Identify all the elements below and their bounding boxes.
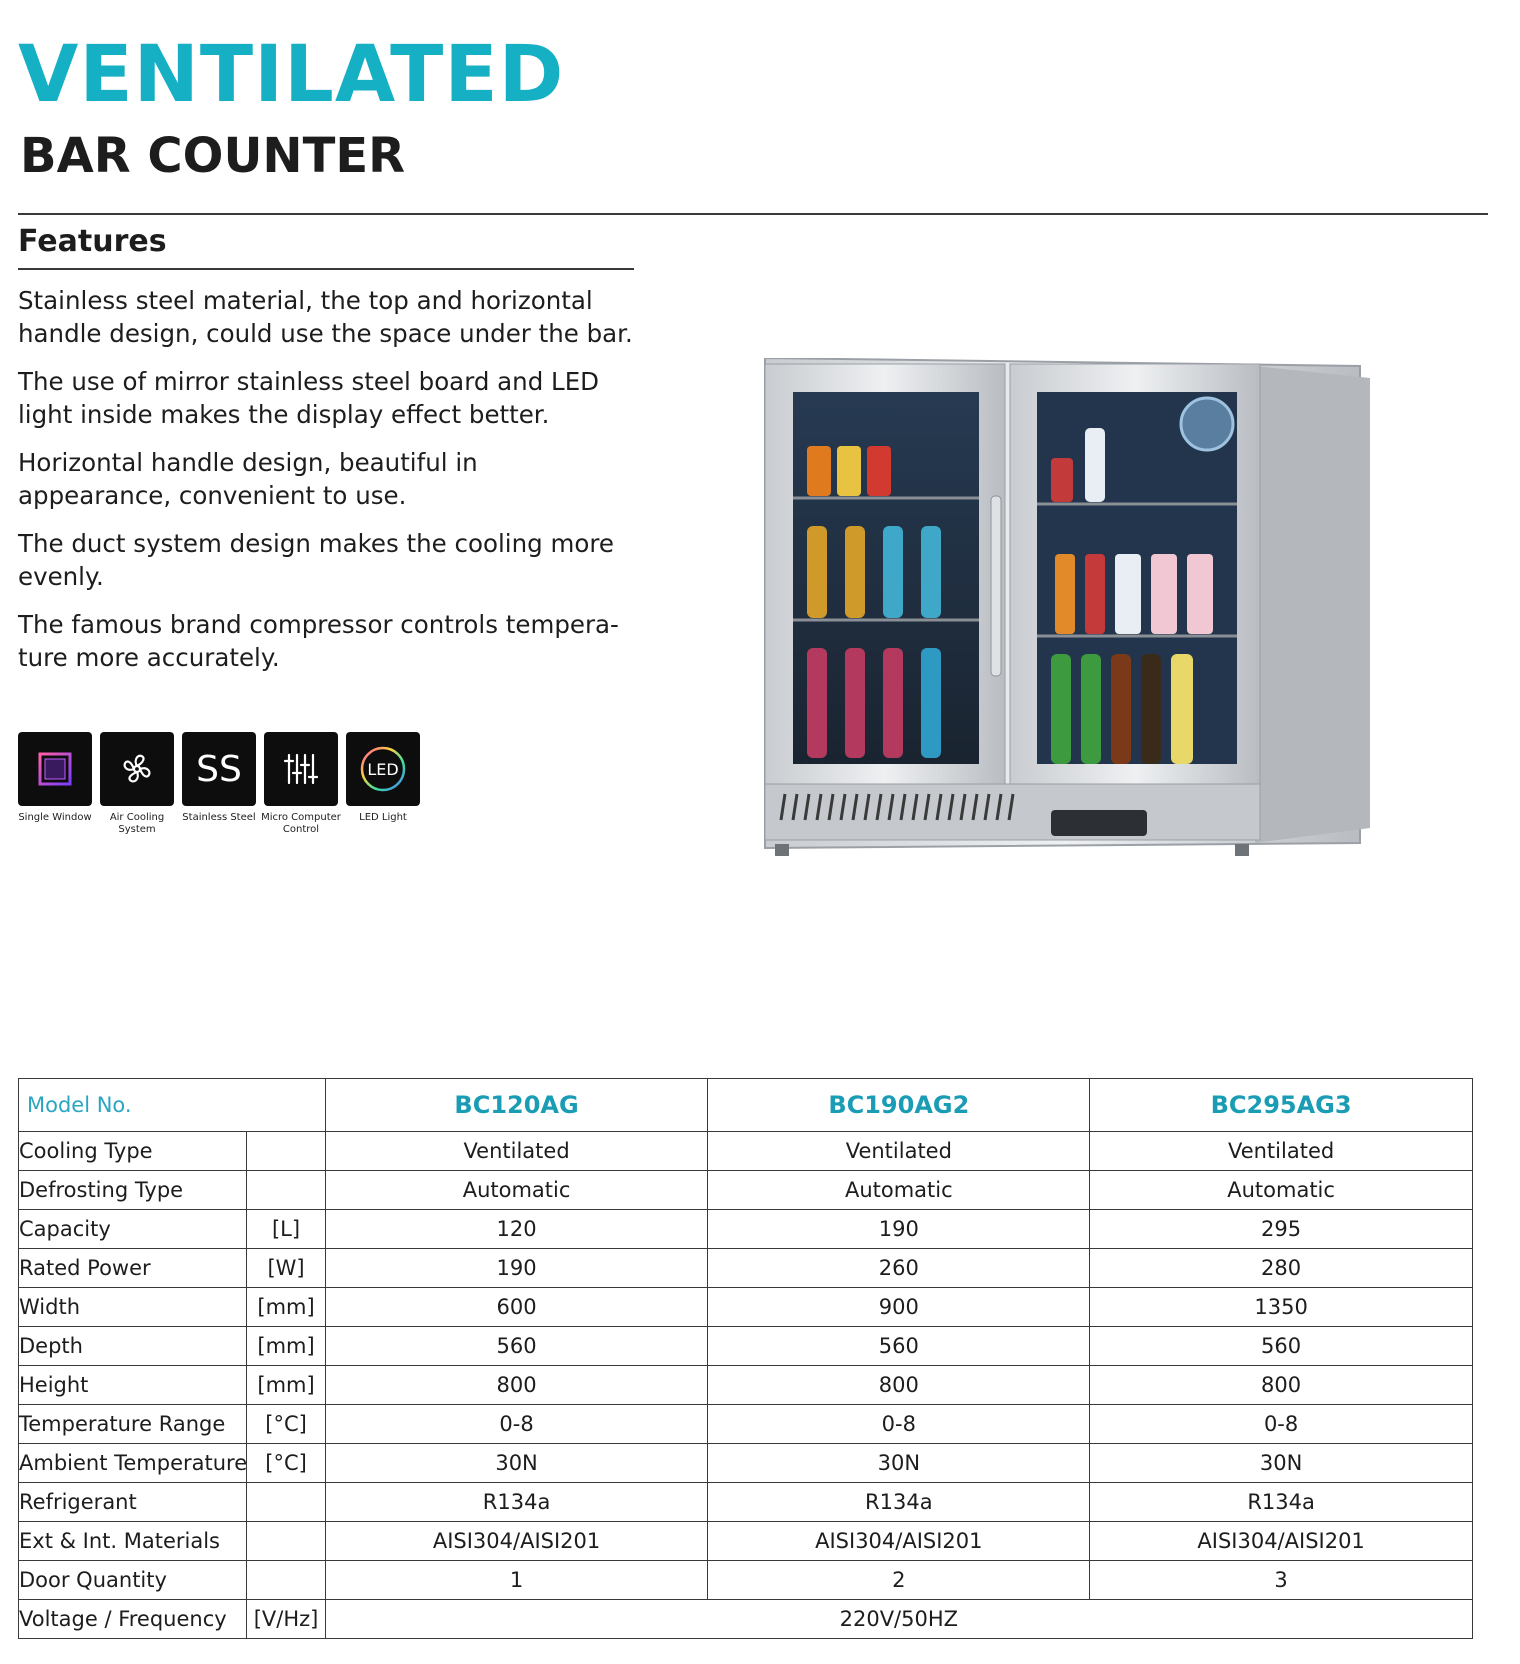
spec-value: 280 bbox=[1090, 1249, 1473, 1288]
model-name: BC295AG3 bbox=[1090, 1079, 1473, 1132]
spec-row bbox=[19, 1327, 1473, 1366]
spec-value: Automatic bbox=[325, 1171, 708, 1210]
spec-row bbox=[19, 1405, 1473, 1444]
spec-value: 800 bbox=[325, 1366, 708, 1405]
spec-row bbox=[19, 1366, 1473, 1405]
spec-row bbox=[19, 1561, 1473, 1600]
page-subtitle: BAR COUNTER bbox=[20, 128, 406, 184]
param-label: Capacity bbox=[19, 1210, 247, 1249]
spec-value: 1 bbox=[325, 1561, 708, 1600]
param-label: Defrosting Type bbox=[19, 1171, 247, 1210]
spec-value: Automatic bbox=[1090, 1171, 1473, 1210]
param-label: Width bbox=[19, 1288, 247, 1327]
unit-label: [V/Hz] bbox=[247, 1600, 325, 1639]
spec-value: 800 bbox=[708, 1366, 1090, 1405]
unit-label bbox=[247, 1522, 325, 1561]
spec-value: R134a bbox=[1090, 1483, 1473, 1522]
spec-value: Ventilated bbox=[1090, 1132, 1473, 1171]
spec-value: 30N bbox=[1090, 1444, 1473, 1483]
spec-value: AISI304/AISI201 bbox=[708, 1522, 1090, 1561]
micro-computer-control-icon bbox=[264, 732, 338, 806]
icon-label: Micro Computer Control bbox=[261, 812, 341, 835]
spec-value: R134a bbox=[708, 1483, 1090, 1522]
spec-row bbox=[19, 1171, 1473, 1210]
param-label: Cooling Type bbox=[19, 1132, 247, 1171]
spec-value: 0-8 bbox=[1090, 1405, 1473, 1444]
param-label: Rated Power bbox=[19, 1249, 247, 1288]
spec-value: 600 bbox=[325, 1288, 708, 1327]
feature-icon-micro-computer bbox=[261, 732, 341, 836]
spec-row bbox=[19, 1522, 1473, 1561]
feature-item: Horizontal handle design, beautiful in appearance, convenient to use. bbox=[18, 448, 478, 510]
features-list bbox=[18, 284, 638, 689]
unit-label bbox=[247, 1561, 325, 1600]
feature-item: Stainless steel material, the top and horizontal handle design, could use the space under the bar. bbox=[18, 286, 633, 348]
features-heading: Features bbox=[18, 224, 167, 259]
param-label: Temperature Range bbox=[19, 1405, 247, 1444]
spec-row bbox=[19, 1249, 1473, 1288]
spec-row bbox=[19, 1444, 1473, 1483]
spec-value: 220V/50HZ bbox=[325, 1600, 1472, 1639]
spec-value: Automatic bbox=[708, 1171, 1090, 1210]
param-label: Door Quantity bbox=[19, 1561, 247, 1600]
icon-label: LED Light bbox=[359, 812, 407, 823]
feature-item: The use of mirror stainless steel board and LED light inside makes the display effect better. bbox=[18, 367, 600, 429]
stainless-steel-icon bbox=[182, 732, 256, 806]
single-window-icon bbox=[18, 732, 92, 806]
spec-value: 30N bbox=[708, 1444, 1090, 1483]
param-label: Ambient Temperature bbox=[19, 1444, 247, 1483]
air-cooling-icon bbox=[100, 732, 174, 806]
spec-value: 0-8 bbox=[708, 1405, 1090, 1444]
feature-icon-single-window bbox=[18, 732, 92, 836]
model-name: BC190AG2 bbox=[708, 1079, 1090, 1132]
spec-row bbox=[19, 1132, 1473, 1171]
model-row bbox=[19, 1079, 1473, 1132]
param-label: Height bbox=[19, 1366, 247, 1405]
spec-value: 190 bbox=[325, 1249, 708, 1288]
unit-label: [°C] bbox=[247, 1405, 325, 1444]
spec-value: R134a bbox=[325, 1483, 708, 1522]
spec-table bbox=[18, 1078, 1473, 1639]
spec-table-body bbox=[19, 1132, 1473, 1600]
spec-value: 295 bbox=[1090, 1210, 1473, 1249]
spec-row bbox=[19, 1210, 1473, 1249]
spec-value: 800 bbox=[1090, 1366, 1473, 1405]
led-light-icon bbox=[346, 732, 420, 806]
feature-icon-stainless-steel bbox=[182, 732, 256, 836]
unit-label: [mm] bbox=[247, 1288, 325, 1327]
feature-item: The duct system design makes the cooling more evenly. bbox=[18, 529, 614, 591]
feature-icon-row bbox=[18, 732, 420, 836]
product-image bbox=[755, 358, 1415, 928]
param-label: Refrigerant bbox=[19, 1483, 247, 1522]
voltage-row bbox=[19, 1600, 1473, 1639]
icon-label: Single Window bbox=[18, 812, 92, 823]
unit-label: [W] bbox=[247, 1249, 325, 1288]
spec-value: 30N bbox=[325, 1444, 708, 1483]
unit-label: [mm] bbox=[247, 1366, 325, 1405]
spec-row bbox=[19, 1288, 1473, 1327]
param-label: Voltage / Frequency bbox=[19, 1600, 247, 1639]
spec-row bbox=[19, 1483, 1473, 1522]
param-label: Ext & Int. Materials bbox=[19, 1522, 247, 1561]
ss-glyph: SS bbox=[196, 748, 242, 790]
spec-value: 120 bbox=[325, 1210, 708, 1249]
spec-value: 560 bbox=[325, 1327, 708, 1366]
spec-value: 2 bbox=[708, 1561, 1090, 1600]
spec-value: Ventilated bbox=[708, 1132, 1090, 1171]
spec-value: 900 bbox=[708, 1288, 1090, 1327]
spec-value: 3 bbox=[1090, 1561, 1473, 1600]
unit-label: [°C] bbox=[247, 1444, 325, 1483]
unit-label bbox=[247, 1171, 325, 1210]
model-label: Model No. bbox=[19, 1079, 326, 1132]
spec-value: AISI304/AISI201 bbox=[1090, 1522, 1473, 1561]
icon-label: Air Cooling System bbox=[109, 812, 165, 835]
spec-value: 0-8 bbox=[325, 1405, 708, 1444]
feature-icon-led-light bbox=[346, 732, 420, 836]
spec-value: AISI304/AISI201 bbox=[325, 1522, 708, 1561]
model-name: BC120AG bbox=[325, 1079, 708, 1132]
header-divider bbox=[18, 213, 1488, 215]
page-title: VENTILATED bbox=[18, 30, 565, 120]
spec-value: 1350 bbox=[1090, 1288, 1473, 1327]
unit-label bbox=[247, 1483, 325, 1522]
feature-icon-air-cooling bbox=[100, 732, 174, 836]
spec-value: 190 bbox=[708, 1210, 1090, 1249]
spec-value: 560 bbox=[708, 1327, 1090, 1366]
unit-label bbox=[247, 1132, 325, 1171]
led-glyph: LED bbox=[367, 760, 399, 779]
feature-item: The famous brand compressor controls tempera-ture more accurately. bbox=[18, 610, 619, 672]
icon-label: Stainless Steel bbox=[182, 812, 256, 823]
spec-value: 260 bbox=[708, 1249, 1090, 1288]
spec-value: Ventilated bbox=[325, 1132, 708, 1171]
param-label: Depth bbox=[19, 1327, 247, 1366]
unit-label: [mm] bbox=[247, 1327, 325, 1366]
spec-value: 560 bbox=[1090, 1327, 1473, 1366]
unit-label: [L] bbox=[247, 1210, 325, 1249]
features-divider bbox=[18, 268, 634, 270]
